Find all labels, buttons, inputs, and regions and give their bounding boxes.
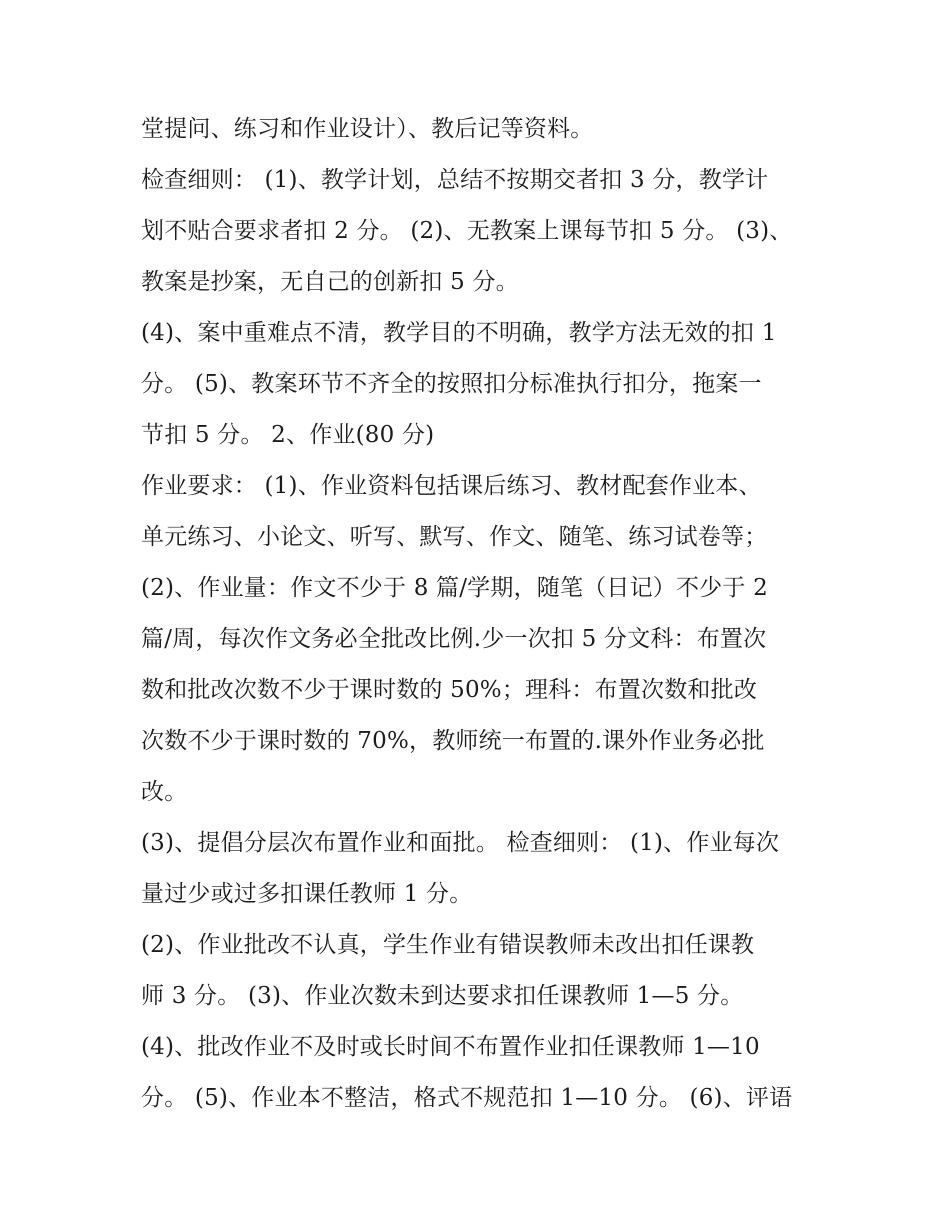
text-line: (4)、案中重难点不清，教学目的不明确，教学方法无效的扣 1	[141, 320, 777, 346]
text-line: (2)、作业量：作文不少于 8 篇/学期，随笔（日记）不少于 2	[141, 575, 768, 601]
text-line: 篇/周，每次作文务必全批改比例.少一次扣 5 分文科：布置次	[141, 626, 767, 652]
text-line: 检查细则： (1)、教学计划，总结不按期交者扣 3 分，教学计	[141, 167, 769, 193]
text-line: 单元练习、小论文、听写、默写、作文、随笔、练习试卷等；	[141, 524, 768, 550]
text-line: 堂提问、练习和作业设计）、教后记等资料。	[141, 116, 594, 142]
text-line: (4)、批改作业不及时或长时间不布置作业扣任课教师 1—10	[141, 1034, 760, 1060]
text-line: 节扣 5 分。 2、作业(80 分)	[141, 422, 435, 448]
text-line: 师 3 分。 (3)、作业次数未到达要求扣任课教师 1—5 分。	[141, 983, 744, 1009]
text-line: (3)、提倡分层次布置作业和面批。 检查细则： (1)、作业每次	[141, 830, 780, 856]
text-line: 教案是抄案，无自己的创新扣 5 分。	[141, 269, 519, 295]
text-line: (2)、作业批改不认真，学生作业有错误教师未改出扣任课教	[141, 932, 755, 958]
text-line: 量过少或过多扣课任教师 1 分。	[141, 881, 473, 907]
text-line: 改。	[141, 779, 188, 805]
text-line: 次数不少于课时数的 70%，教师统一布置的.课外作业务必批	[141, 728, 765, 754]
text-line: 划不贴合要求者扣 2 分。 (2)、无教案上课每节扣 5 分。 (3)、	[141, 218, 793, 244]
text-line: 分。 (5)、作业本不整洁，格式不规范扣 1—10 分。 (6)、评语	[141, 1085, 793, 1111]
text-line: 作业要求： (1)、作业资料包括课后练习、教材配套作业本、	[141, 473, 762, 499]
text-line: 数和批改次数不少于课时数的 50%；理科：布置次数和批改	[141, 677, 758, 703]
text-line: 分。 (5)、教案环节不齐全的按照扣分标准执行扣分，拖案一	[141, 371, 762, 397]
